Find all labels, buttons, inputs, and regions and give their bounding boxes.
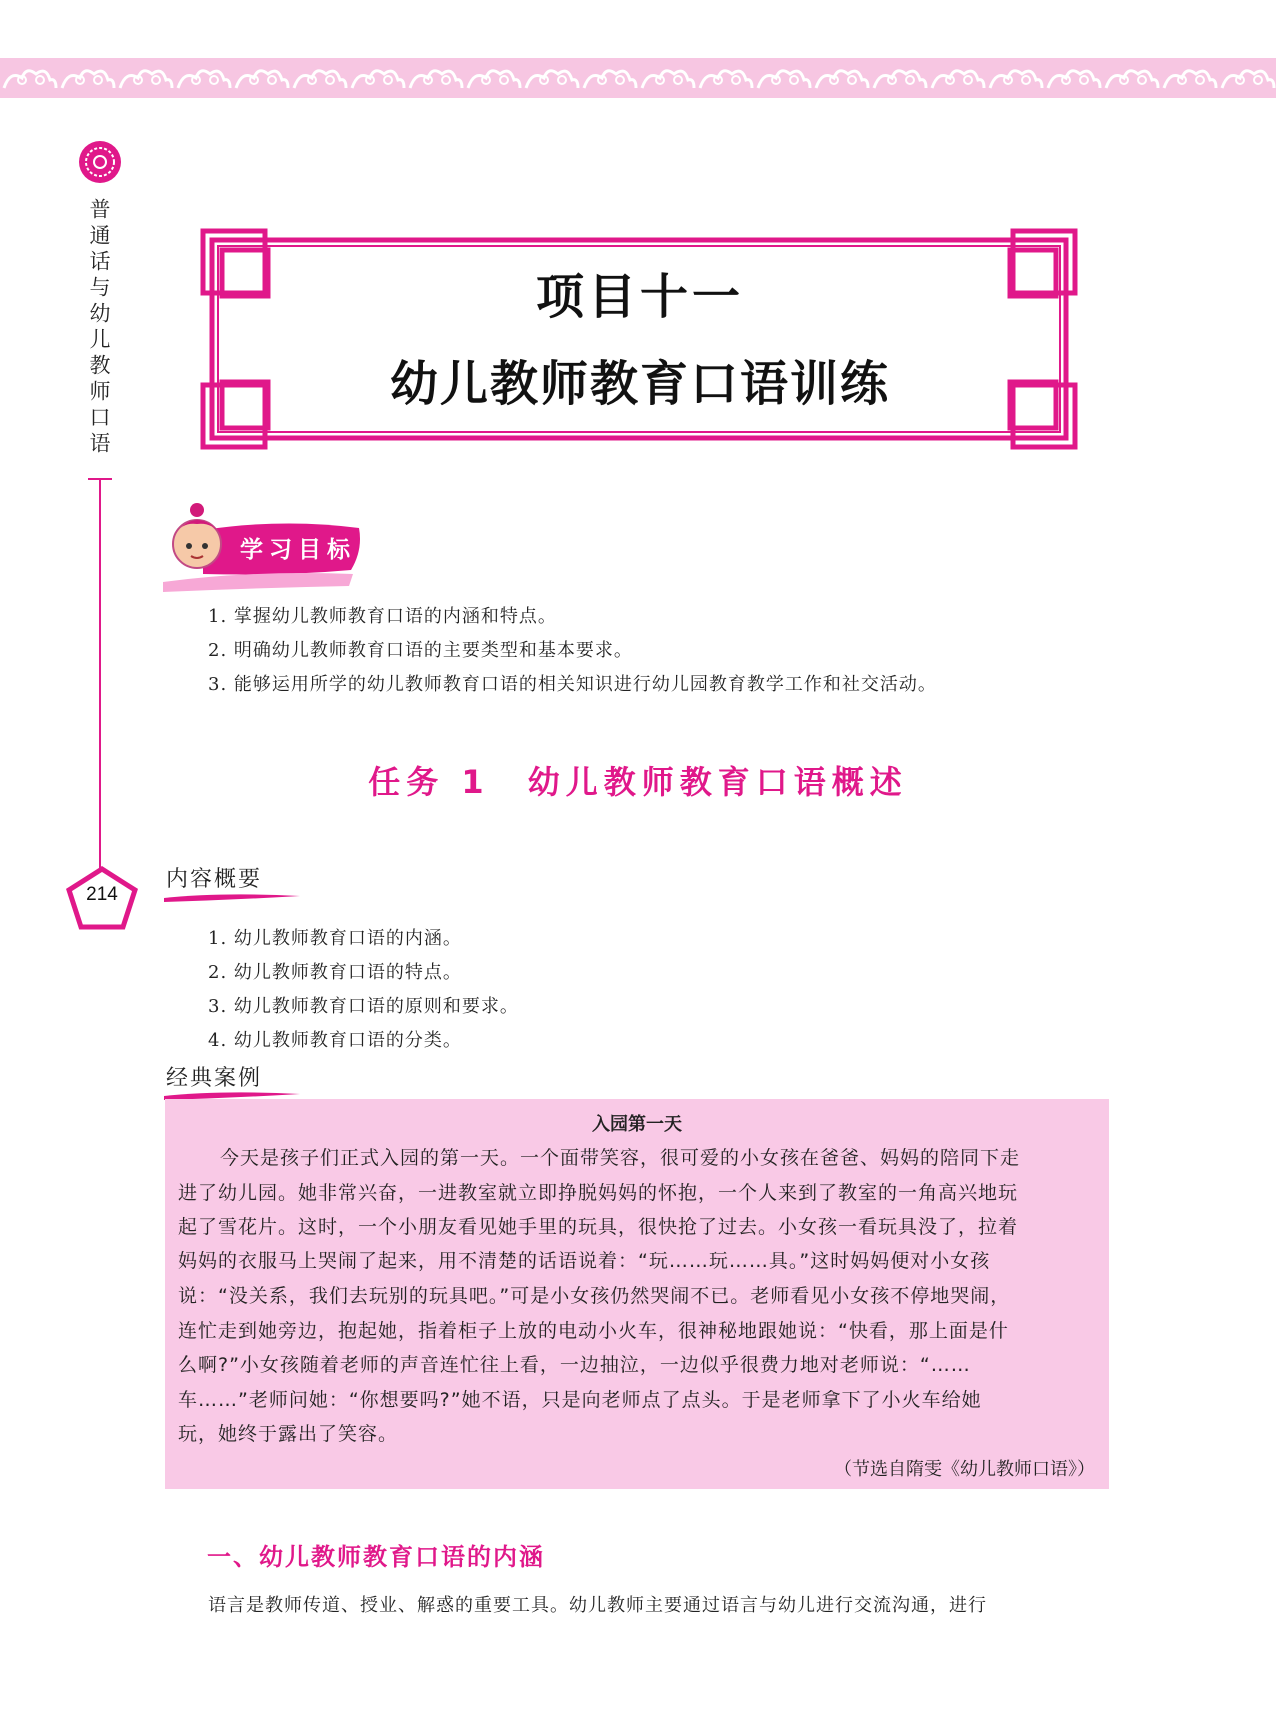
case-paragraph-line: 玩，她终于露出了笑容。: [178, 1423, 399, 1445]
objective-item: 2. 明确幼儿教师教育口语的主要类型和基本要求。: [208, 640, 633, 661]
task-title: 任务 1 幼儿教师教育口语概述: [368, 763, 908, 801]
case-paragraph-line: 说：“没关系，我们去玩别的玩具吧。”可是小女孩仍然哭闹不已。老师看见小女孩不停地哭闹，: [178, 1285, 1011, 1307]
case-paragraph-line: 连忙走到她旁边，抱起她，指着柜子上放的电动小火车，很神秘地跟她说：“快看，那上面是什: [178, 1320, 1009, 1342]
case-paragraph-line: 进了幼儿园。她非常兴奋，一进教室就立即挣脱妈妈的怀抱，一个人来到了教室的一角高兴地玩: [178, 1182, 1019, 1204]
objective-item: 1. 掌握幼儿教师教育口语的内涵和特点。: [208, 606, 557, 627]
margin-rule: [99, 478, 101, 870]
decorative-cloud-band: [0, 58, 1276, 98]
case-paragraph-line: 今天是孩子们正式入园的第一天。一个面带笑容，很可爱的小女孩在爸爸、妈妈的陪同下走: [220, 1147, 1021, 1169]
case-paragraph-line: 起了雪花片。这时，一个小朋友看见她手里的玩具，很快抢了过去。小女孩一看玩具没了，拉着: [178, 1216, 1019, 1238]
overview-item: 1. 幼儿教师教育口语的内涵。: [208, 928, 462, 949]
overview-item: 2. 幼儿教师教育口语的特点。: [208, 962, 462, 983]
flower-medallion-icon: [78, 140, 122, 184]
brush-underline: [162, 890, 302, 904]
objective-item: 3. 能够运用所学的幼儿教师教育口语的相关知识进行幼儿园教育教学工作和社交活动。: [208, 674, 937, 695]
book-title-vertical: 普通话与幼儿教师口语: [87, 198, 111, 458]
overview-item: 3. 幼儿教师教育口语的原则和要求。: [208, 996, 519, 1017]
overview-item: 4. 幼儿教师教育口语的分类。: [208, 1030, 462, 1051]
case-source: （节选自隋雯《幼儿教师口语》）: [834, 1459, 1095, 1480]
case-heading: 经典案例: [166, 1066, 263, 1091]
project-title: 幼儿教师教育口语训练: [389, 356, 890, 412]
objectives-heading: 学习目标: [240, 537, 356, 563]
case-title: 入园第一天: [592, 1114, 682, 1135]
page-number: 214: [86, 884, 118, 905]
case-paragraph-line: 车……”老师问她：“你想要吗?”她不语，只是向老师点了点头。于是老师拿下了小火车给她: [178, 1389, 982, 1411]
overview-heading: 内容概要: [166, 867, 263, 892]
case-paragraph-line: 么啊?”小女孩随着老师的声音连忙往上看，一边抽泣，一边似乎很费力地对老师说：“……: [178, 1354, 971, 1376]
case-paragraph-line: 妈妈的衣服马上哭闹了起来，用不清楚的话语说着：“玩……玩……具。”这时妈妈便对小女孩: [178, 1250, 991, 1272]
project-number: 项目十一: [535, 269, 744, 325]
body-paragraph: 语言是教师传道、授业、解惑的重要工具。幼儿教师主要通过语言与幼儿进行交流沟通，进行: [208, 1595, 987, 1616]
section-heading: 一、幼儿教师教育口语的内涵: [207, 1543, 545, 1571]
